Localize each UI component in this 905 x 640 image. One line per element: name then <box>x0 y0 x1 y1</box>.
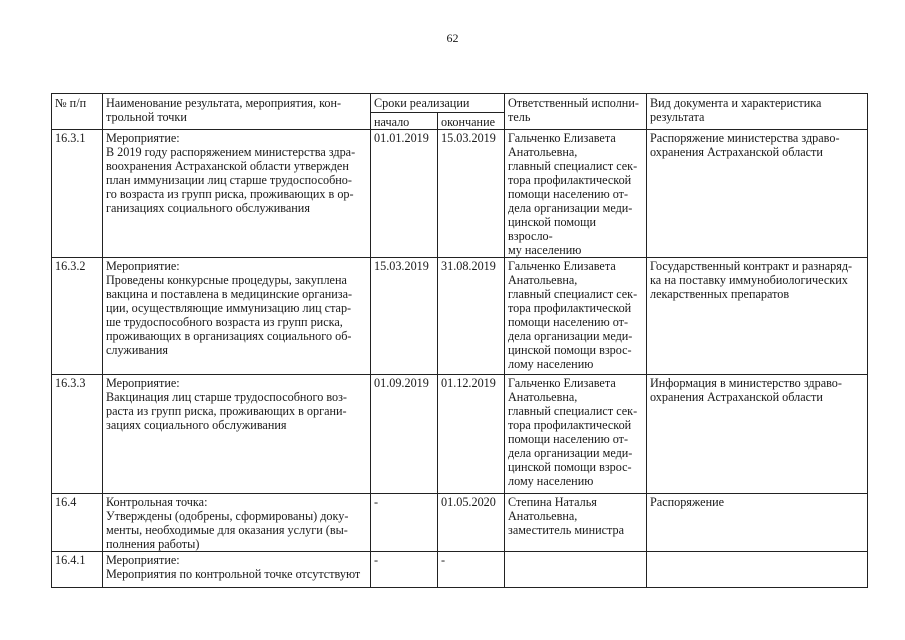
row-responsible: Степина Наталья Анатольевна, заместитель министра <box>505 494 647 552</box>
row-end: 15.03.2019 <box>438 130 505 258</box>
row-start: - <box>371 552 438 588</box>
header-num: № п/п <box>52 94 103 130</box>
row-responsible <box>505 552 647 588</box>
row-num: 16.3.3 <box>52 375 103 494</box>
page-number: 62 <box>446 31 459 45</box>
row-responsible: Гальченко Елизавета Анатольевна, главный специалист сек- тора профилактической помощи населению от- дела организации меди- цинской помощи взросло- му населению <box>505 130 647 258</box>
header-row <box>52 94 868 113</box>
header-name: Наименование результата, мероприятия, кон- трольной точки <box>103 94 371 130</box>
header-doc-type: Вид документа и характеристика результата <box>647 94 868 130</box>
row-doc <box>647 552 868 588</box>
row-doc: Распоряжение <box>647 494 868 552</box>
row-doc: Государственный контракт и разнаряд- ка на поставку иммунобиологических лекарственных препаратов <box>647 258 868 375</box>
row-end: - <box>438 552 505 588</box>
row-num: 16.3.2 <box>52 258 103 375</box>
table-row <box>52 375 868 494</box>
row-num: 16.4.1 <box>52 552 103 588</box>
row-responsible: Гальченко Елизавета Анатольевна, главный специалист сек- тора профилактической помощи населению от- дела организации меди- цинской помощи взрос- лому населению <box>505 258 647 375</box>
row-start: - <box>371 494 438 552</box>
row-name: Мероприятие: Вакцинация лиц старше трудоспособного воз- раста из групп риска, проживающих в органи- зациях социального обслуживания <box>103 375 371 494</box>
row-start: 15.03.2019 <box>371 258 438 375</box>
table-row <box>52 130 868 258</box>
table-row <box>52 552 868 588</box>
row-start: 01.09.2019 <box>371 375 438 494</box>
row-name: Мероприятие: Мероприятия по контрольной точке отсутствуют <box>103 552 371 588</box>
header-period: Сроки реализации <box>371 94 505 113</box>
table-row <box>52 258 868 375</box>
row-end: 31.08.2019 <box>438 258 505 375</box>
header-start: начало <box>371 113 438 130</box>
row-start: 01.01.2019 <box>371 130 438 258</box>
row-num: 16.3.1 <box>52 130 103 258</box>
row-name: Мероприятие: В 2019 году распоряжением министерства здра- воохранения Астраханской области утвержден план иммунизации лиц старше трудоспособно- го возраста из групп риска, проживающих в ор- ганизациях социального обслуживания <box>103 130 371 258</box>
row-end: 01.12.2019 <box>438 375 505 494</box>
row-name: Мероприятие: Проведены конкурсные процедуры, закуплена вакцина и поставлена в медицинские организа- ции, осуществляющие иммунизацию лиц стар- ше трудоспособного возраста из групп риска, проживающих в организациях социального об- служивания <box>103 258 371 375</box>
header-responsible: Ответственный исполни- тель <box>505 94 647 130</box>
row-doc: Распоряжение министерства здраво- охранения Астраханской области <box>647 130 868 258</box>
table-row <box>52 494 868 552</box>
plan-table <box>51 93 868 588</box>
row-doc: Информация в министерство здраво- охранения Астраханской области <box>647 375 868 494</box>
row-num: 16.4 <box>52 494 103 552</box>
row-name: Контрольная точка: Утверждены (одобрены, сформированы) доку- менты, необходимые для оказания услуги (вы- полнения работы) <box>103 494 371 552</box>
row-end: 01.05.2020 <box>438 494 505 552</box>
row-responsible: Гальченко Елизавета Анатольевна, главный специалист сек- тора профилактической помощи населению от- дела организации меди- цинской помощи взрос- лому населению <box>505 375 647 494</box>
header-end: окончание <box>438 113 505 130</box>
